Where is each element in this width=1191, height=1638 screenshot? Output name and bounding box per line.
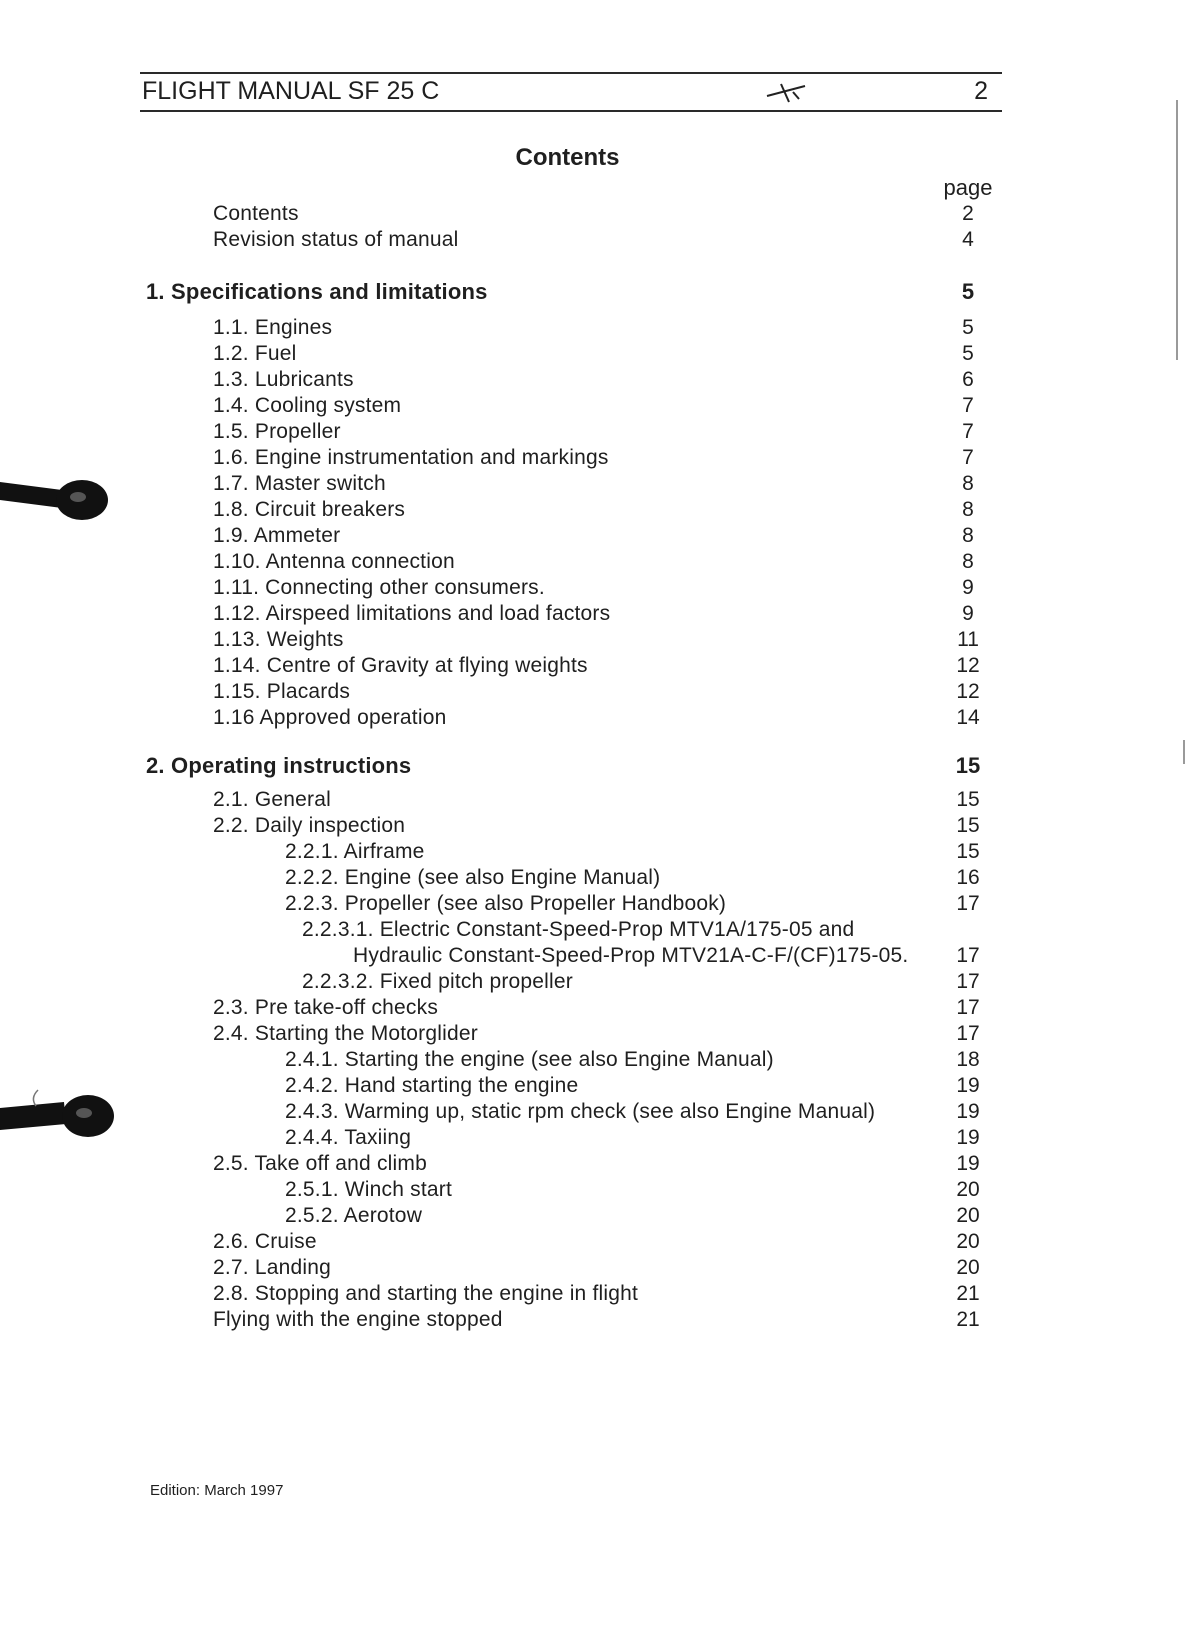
toc-entry-label: 2.5. Take off and climb <box>213 1152 427 1175</box>
toc-entry-page: 4 <box>962 228 974 251</box>
toc-section <box>0 279 1191 305</box>
toc-entry-label: 2.5.2. Aerotow <box>285 1204 423 1227</box>
toc-entry <box>0 602 1191 628</box>
toc-entry-label: 2.7. Landing <box>213 1256 332 1279</box>
toc-entry-label: 2.4. Starting the Motorglider <box>213 1022 478 1045</box>
toc-entry-label: 1.13. Weights <box>213 628 344 651</box>
toc-entry-label: 1.8. Circuit breakers <box>213 498 406 521</box>
toc-entry-label: 1.3. Lubricants <box>213 368 354 391</box>
edition-footer: Edition: March 1997 <box>150 1482 284 1499</box>
contents-heading: Contents <box>515 144 620 171</box>
toc-entry <box>0 680 1191 706</box>
toc-entry-label: 1.12. Airspeed limitations and load factors <box>213 602 611 625</box>
toc-entry-page: 16 <box>956 866 980 889</box>
toc-entry <box>0 654 1191 680</box>
toc-entry <box>0 866 1191 892</box>
toc-entry-page: 5 <box>962 316 974 339</box>
toc-entry-page: 14 <box>956 706 980 729</box>
toc-entry-page: 19 <box>956 1152 980 1175</box>
toc-entry-page: 9 <box>962 602 974 625</box>
toc-entry <box>0 944 1191 970</box>
toc-entry-label: 1.14. Centre of Gravity at flying weights <box>213 654 588 677</box>
toc-entry-label: 2.6. Cruise <box>213 1230 317 1253</box>
punch-hole-shadow <box>0 470 112 528</box>
toc-entry <box>0 1126 1191 1152</box>
toc-entry-page: 17 <box>956 944 980 967</box>
toc-entry-page: 7 <box>962 420 974 443</box>
toc-entry-label: 1.11. Connecting other consumers. <box>213 576 545 599</box>
toc-entry <box>0 1178 1191 1204</box>
toc-entry <box>0 996 1191 1022</box>
toc-entry <box>0 472 1191 498</box>
page-header <box>140 72 1002 112</box>
toc-entry-label: 2. Operating instructions <box>146 753 412 778</box>
toc-entry-label: 2.4.4. Taxiing <box>285 1126 412 1149</box>
toc-entry-page: 7 <box>962 446 974 469</box>
toc-entry-page: 20 <box>956 1204 980 1227</box>
toc-entry-label: 1.5. Propeller <box>213 420 341 443</box>
toc-entry-label: 2.2.3.2. Fixed pitch propeller <box>302 970 573 993</box>
toc-entry-label: 2.8. Stopping and starting the engine in flight <box>213 1282 639 1305</box>
toc-entry <box>0 228 1191 254</box>
toc-entry-label: 1.6. Engine instrumentation and markings <box>213 446 609 469</box>
toc-entry-page: 8 <box>962 524 974 547</box>
toc-entry <box>0 1152 1191 1178</box>
toc-entry-label: 2.2.3. Propeller (see also Propeller Handbook) <box>285 892 727 915</box>
toc-entry <box>0 1230 1191 1256</box>
toc-entry <box>0 628 1191 654</box>
toc-entry <box>0 1100 1191 1126</box>
toc-entry <box>0 394 1191 420</box>
toc-entry <box>0 1022 1191 1048</box>
toc-entry-label: 2.4.3. Warming up, static rpm check (see also Engine Manual) <box>285 1100 876 1123</box>
toc-entry-page: 19 <box>956 1126 980 1149</box>
toc-entry <box>0 524 1191 550</box>
toc-entry-page: 12 <box>956 654 980 677</box>
toc-entry-label: 2.4.2. Hand starting the engine <box>285 1074 579 1097</box>
toc-entry-page: 5 <box>962 342 974 365</box>
toc-entry-page: 18 <box>956 1048 980 1071</box>
toc-entry-page: 7 <box>962 394 974 417</box>
toc-entry-label: 1.1. Engines <box>213 316 333 339</box>
page-number: 2 <box>974 77 988 105</box>
toc-entry <box>0 368 1191 394</box>
toc-entry-page: 15 <box>956 788 980 811</box>
toc-entry-label: 1.7. Master switch <box>213 472 386 495</box>
toc-entry-page: 17 <box>956 1022 980 1045</box>
page-column-label: page <box>943 175 993 200</box>
toc-entry-label: Hydraulic Constant-Speed-Prop MTV21A-C-F/(CF)175-05. <box>353 944 909 967</box>
toc-entry-label: 1.10. Antenna connection <box>213 550 455 573</box>
toc-entry-page: 8 <box>962 498 974 521</box>
toc-entry <box>0 498 1191 524</box>
toc-entry-page: 21 <box>956 1308 980 1331</box>
toc-entry <box>0 316 1191 342</box>
toc-entry-page: 6 <box>962 368 974 391</box>
toc-entry-label: 2.4.1. Starting the engine (see also Engine Manual) <box>285 1048 774 1071</box>
toc-entry <box>0 420 1191 446</box>
toc-entry-label: 1. Specifications and limitations <box>146 279 488 304</box>
toc-entry-label: 1.4. Cooling system <box>213 394 402 417</box>
toc-entry-page: 20 <box>956 1178 980 1201</box>
aircraft-logo-icon <box>765 80 807 104</box>
toc-entry-label: Revision status of manual <box>213 228 459 251</box>
toc-entry <box>0 342 1191 368</box>
toc-entry <box>0 788 1191 814</box>
punch-hole-shadow <box>0 1088 118 1148</box>
toc-entry <box>0 1308 1191 1334</box>
toc-entry-page: 2 <box>962 202 974 225</box>
toc-section <box>0 753 1191 779</box>
toc-entry <box>0 1074 1191 1100</box>
toc-entry <box>0 576 1191 602</box>
toc-entry <box>0 202 1191 228</box>
toc-entry-label: 2.2.3.1. Electric Constant-Speed-Prop MTV1A/175-05 and <box>302 918 855 941</box>
toc-entry-page: 17 <box>956 996 980 1019</box>
toc-entry-page: 15 <box>955 753 981 778</box>
toc-entry-page: 9 <box>962 576 974 599</box>
toc-entry-label: 2.1. General <box>213 788 331 811</box>
toc-entry <box>0 892 1191 918</box>
toc-entry-page: 11 <box>957 628 979 651</box>
toc-entry-page: 5 <box>961 279 975 304</box>
toc-entry-label: 1.15. Placards <box>213 680 351 703</box>
manual-title: FLIGHT MANUAL SF 25 C <box>142 77 440 105</box>
toc-entry <box>0 918 1191 944</box>
toc-entry-page: 20 <box>956 1256 980 1279</box>
toc-entry-label: 2.5.1. Winch start <box>285 1178 452 1201</box>
toc-entry-label: Flying with the engine stopped <box>213 1308 503 1331</box>
toc-entry-page: 19 <box>956 1074 980 1097</box>
toc-entry-label: 2.3. Pre take-off checks <box>213 996 439 1019</box>
toc-entry-page: 17 <box>956 970 980 993</box>
toc-entry-page: 20 <box>956 1230 980 1253</box>
page-edge-mark <box>1183 740 1185 764</box>
toc-entry <box>0 1256 1191 1282</box>
toc-entry <box>0 1282 1191 1308</box>
toc-entry-label: 2.2.1. Airframe <box>285 840 425 863</box>
toc-entry <box>0 706 1191 732</box>
toc-entry <box>0 1048 1191 1074</box>
toc-entry <box>0 550 1191 576</box>
toc-entry-label: 1.16 Approved operation <box>213 706 447 729</box>
toc-entry-label: 2.2.2. Engine (see also Engine Manual) <box>285 866 661 889</box>
toc-entry-label: Contents <box>213 202 299 225</box>
toc-entry <box>0 840 1191 866</box>
toc-entry <box>0 814 1191 840</box>
toc-entry-page: 8 <box>962 550 974 573</box>
toc-entry-page: 19 <box>956 1100 980 1123</box>
toc-entry <box>0 446 1191 472</box>
toc-entry-label: 1.9. Ammeter <box>213 524 341 547</box>
toc-entry <box>0 1204 1191 1230</box>
toc-entry-label: 2.2. Daily inspection <box>213 814 406 837</box>
page-edge-mark <box>1176 100 1178 360</box>
toc-entry-page: 15 <box>956 814 980 837</box>
toc-entry-page: 12 <box>956 680 980 703</box>
toc-entry-page: 17 <box>956 892 980 915</box>
toc-entry-page: 21 <box>956 1282 980 1305</box>
toc-entry-label: 1.2. Fuel <box>213 342 297 365</box>
toc-entry-page: 8 <box>962 472 974 495</box>
toc-entry <box>0 970 1191 996</box>
toc-entry-page: 15 <box>956 840 980 863</box>
